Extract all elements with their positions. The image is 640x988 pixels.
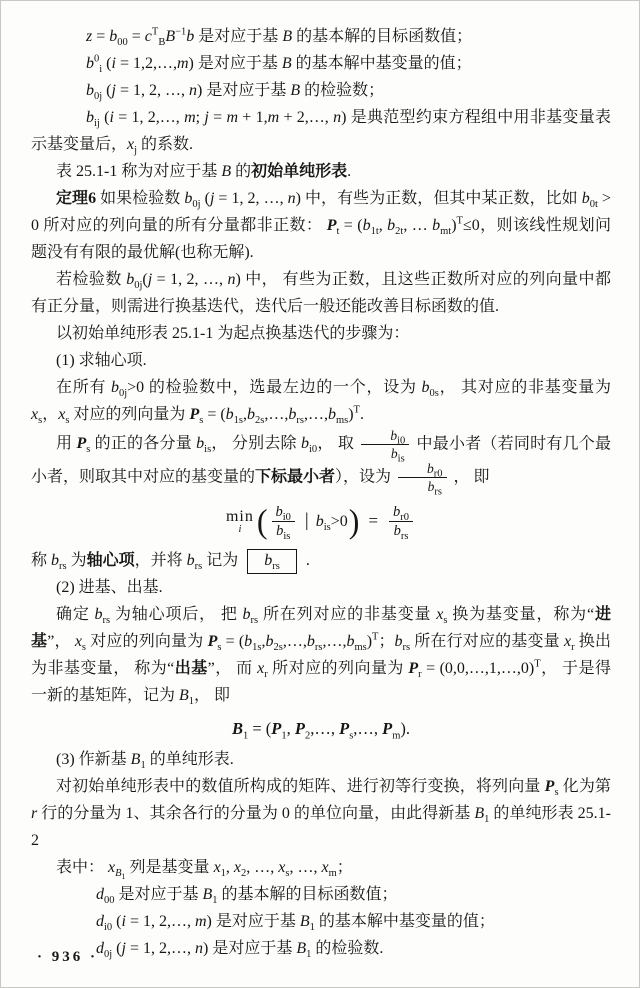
min-operator (226, 507, 254, 537)
paragraph-choose-pivot-column: 在所有 $b_{0j}>0$ 的检验数中，选最左边的一个，设为 $b_{0s}$， 其对应的非基变量为 $x_s$，$x_s$ 对应的列向量为 $P_s$ = $(b_{1s},b_{2s},\dots,b_{rs},\dots,b_{ms})^T$. (31, 379, 611, 427)
formula-new-basis: $B_1 = (P_1$, $P_2,\dots$, $P_s,\dots$, $P_m$). (231, 719, 411, 742)
fraction-denominator: $b_{is}$ (390, 446, 405, 465)
paragraph-objective-value: $z = b_{00} = c^T_BB^{-1}b$ 是对应于基 B 的基本解的目标函数值； (86, 26, 473, 49)
paragraph-ratio-test (31, 428, 611, 499)
fraction-denominator: $b_{rs}$ (427, 479, 442, 499)
fraction-bi0-bis (361, 428, 409, 465)
left-paren: ( (256, 502, 268, 541)
condition-bar: | (304, 510, 309, 532)
page-number: · 936 · (37, 949, 99, 965)
paragraph-d00-definition: $d_{00}$ 是对应于基 $B_1$ 的基本解的目标函数值； (96, 886, 398, 907)
fraction-denominator: $b_{is}$ (276, 523, 291, 543)
paragraph-theorem-6: 定理6 如果检验数 $b_{0j}$ (j = 1, 2, …, n) 中，有些为正数，但其中某正数，比如 $b_{0t} > 0$ 所对应的列向量的所有分量都非正数： $P_t = (b_{1t}$, $b_{2t}$, … $b_{mt})^T\le 0$，则该线性规划问题没有有限的最优解(也称无解). (31, 190, 611, 261)
boxed-pivot-element: $b_{rs}$ (247, 549, 297, 574)
paragraph-check-numbers: $b_{0j}$ (j = 1, 2, …, n) 是对应于基 B 的检验数； (86, 82, 385, 103)
formula-min-ratio (31, 502, 611, 543)
paragraph-table-legend: 表中： $x_{B_1}$ 列是基变量 $x_1$, $x_2$, …, $x_s$, …, $x_m$； (56, 859, 353, 882)
step-2-heading: (2) 进基、出基. (56, 579, 163, 597)
paragraph-row-operations: 对初始单纯形表中的数值所构成的矩阵、进行初等行变换，将列向量 $P_s$ 化为第 r 行的分量为 1、其余各行的分量为 0 的单位向量，由此得新基 $B_1$ 的单纯形表 25.1-2 (31, 778, 611, 850)
fraction-numerator: $b_{i0}$ (272, 504, 295, 522)
paragraph-di0-definition: $d_{i0}$ (i = 1, 2,…, m) 是对应于基 $B_1$ 的基本解中基变量的值； (96, 913, 495, 934)
paragraph-iteration-condition: 若检验数 $b_{0j}(j = 1$, 2, …, n) 中， 有些为正数，且这些正数所对应的列向量中都有正分量，则需进行换基迭代，迭代后一般还能改善目标函数的值. (31, 271, 611, 315)
paragraph-coefficients: $b_{ij}$ (i = 1, 2,…, m; j = m + 1,m + 2,…, n) 是典范型约束方程组中用非基变量表示基变量后，$x_j$ 的系数. (31, 109, 611, 157)
fraction-denominator: $b_{rs}$ (393, 523, 409, 543)
paragraph-initial-simplex-table: 表 25.1-1 称为对应于基 B 的初始单纯形表. (56, 163, 352, 180)
right-paren: ) (348, 502, 360, 541)
fraction-numerator: $b_{r0}$ (389, 504, 413, 522)
paragraph-basic-variable-values: $b^0_i$ (i = 1,2,…,m) 是对应于基 B 的基本解中基变量的值； (86, 53, 472, 76)
step-1-heading: (1) 求轴心项. (56, 352, 147, 369)
condition-text: $b_{is}>0$ (315, 513, 348, 534)
min-index: i (238, 523, 242, 535)
pivot-text-1: 称 $b_{rs}$ 为轴心项，并将 $b_{rs}$ 记为 (31, 551, 239, 573)
fraction-numerator: $b_{i0}$ (361, 428, 409, 445)
ratio-test-text-3: ， 即 (453, 468, 490, 486)
ratio-test-text-1: 用 $P_s$ 的正的各分量 $b_{is}$， 分别去除 $b_{i0}$， 取 (56, 435, 355, 456)
fraction-br0-brs (398, 461, 447, 499)
fraction-bi0-bis (272, 503, 295, 543)
paragraph-pivot-definition (31, 547, 611, 574)
ratio-test-text-2: 中最小者（若同时有几个最小者，则取其中对应的基变量的下标最小者），设为 (31, 435, 611, 486)
step-3-heading: (3) 作新基 $B_1$ 的单纯形表. (56, 751, 234, 772)
fraction-numerator: $b_{r0}$ (398, 461, 447, 478)
paragraph-entering-leaving-basis: 确定 $b_{rs}$ 为轴心项后， 把 $b_{rs}$ 所在列对应的非基变量 $x_s$ 换为基变量，称为“进基”， $x_s$ 对应的列向量为 $P_s$ = $(b_{1s},b_{2s},\dots,b_{rs},\dots,b_{ms})^T$；$b_{rs}$ 所在行对应的基变量 $x_r$ 换出为非基变量， 称为“出基”， 而 $x_r$ 所对应的列向量为 $P_r$ = (0,0,…,1,…,0)$^T$， 于是得一新的基矩阵，记为 $B_1$， 即 (31, 606, 611, 708)
pivot-text-2: . (305, 551, 310, 569)
equals-sign: = (368, 511, 379, 531)
paragraph-iteration-steps-intro: 以初始单纯形表 25.1-1 为起点换基迭代的步骤为： (56, 325, 410, 342)
fraction-br0-brs (389, 503, 413, 543)
min-label: min (225, 507, 254, 525)
paragraph-d0j-definition: $d_{0j}$ (j = 1, 2,…, n) 是对应于基 $B_1$ 的检验数. (96, 940, 384, 961)
